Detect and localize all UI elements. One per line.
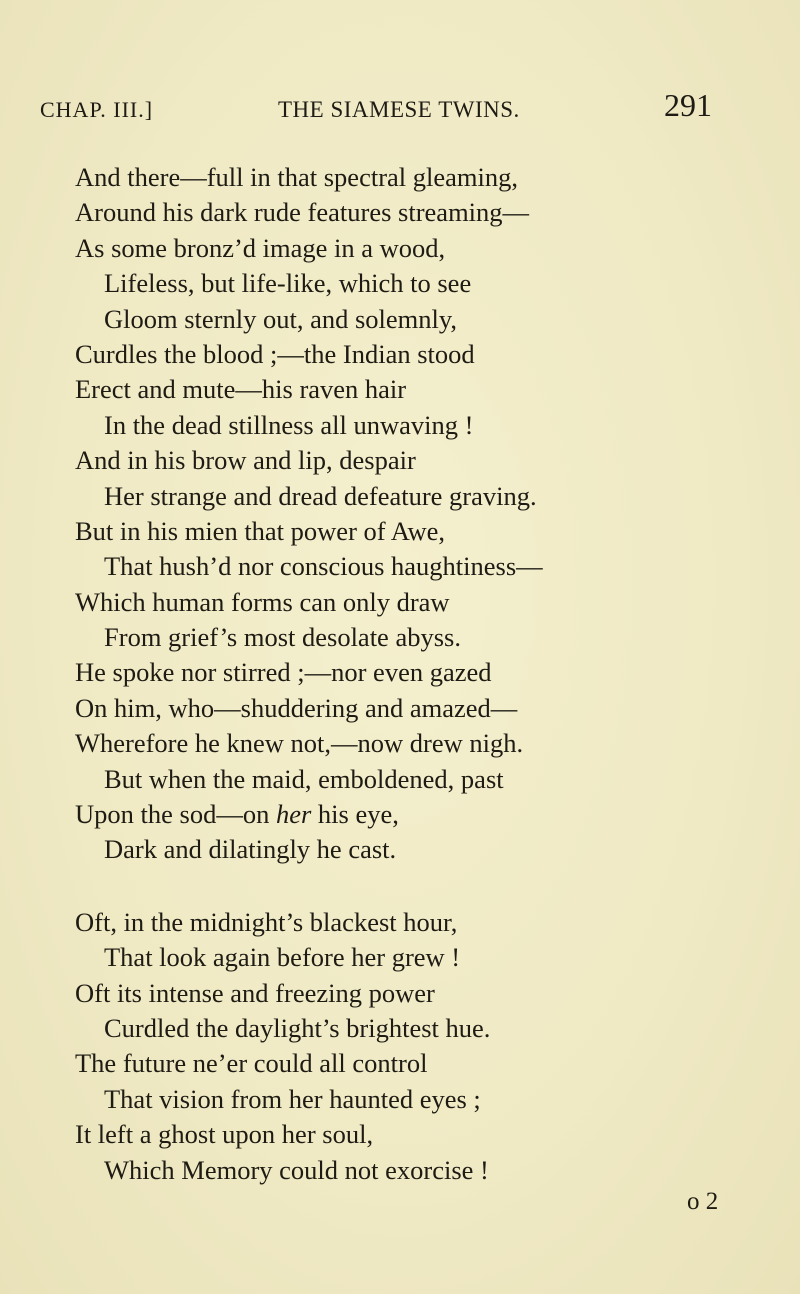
poem-line (75, 726, 765, 761)
poem-line-text: As some bronz’d image in a wood, (75, 232, 446, 263)
poem-line-text: From grief’s most desolate abyss. (104, 622, 461, 653)
poem-line (75, 585, 765, 620)
poem-line (75, 302, 765, 337)
poem-line-tail: his eye, (311, 799, 399, 830)
poem-line-text: Erect and mute—his raven hair (75, 374, 407, 405)
poem-line-text: Wherefore he knew not,—now drew nigh. (75, 728, 524, 759)
poem-line (75, 1011, 765, 1046)
poem-line (75, 1082, 765, 1117)
poem-body (75, 160, 765, 1188)
poem-line-text: Around his dark rude features streaming— (75, 197, 530, 228)
poem-line (75, 372, 765, 407)
poem-line-text: Dark and dilatingly he cast. (104, 834, 397, 865)
poem-line (75, 797, 765, 832)
poem-line (75, 1153, 765, 1188)
poem-line (75, 976, 765, 1011)
poem-line-text: And in his brow and lip, despair (75, 445, 416, 476)
poem-line-text: That look again before her grew ! (104, 942, 461, 973)
poem-line (75, 691, 765, 726)
poem-line (75, 940, 765, 975)
poem-line (75, 832, 765, 867)
poem-line (75, 905, 765, 940)
poem-line (75, 514, 765, 549)
poem-line (75, 408, 765, 443)
poem-line-text: But in his mien that power of Awe, (75, 515, 445, 546)
poem-line (75, 1046, 765, 1081)
poem-line-emphasis: her (275, 799, 312, 830)
poem-line-text: But when the maid, emboldened, past (104, 763, 504, 794)
poem-line-text: The future ne’er could all control (75, 1048, 428, 1079)
signature-mark: o 2 (687, 1188, 719, 1215)
poem-line-text: He spoke nor stirred ;—nor even gazed (75, 657, 492, 688)
book-title: THE SIAMESE TWINS. (278, 97, 520, 122)
running-header (40, 85, 712, 125)
poem-line-text: It left a ghost upon her soul, (75, 1119, 374, 1150)
poem-line-text: Which Memory could not exorcise ! (104, 1154, 489, 1185)
poem-line (75, 160, 765, 195)
poem-line-text: That vision from her haunted eyes ; (104, 1083, 481, 1114)
poem-line (75, 337, 765, 372)
poem-line (75, 762, 765, 797)
poem-line (75, 443, 765, 478)
poem-line-text: Curdles the blood ;—the Indian stood (75, 338, 475, 369)
poem-line-text: Lifeless, but life-like, which to see (104, 268, 472, 299)
poem-line-text: Curdled the daylight’s brightest hue. (104, 1012, 491, 1043)
stanza-1 (75, 160, 765, 868)
poem-line (75, 1117, 765, 1152)
poem-line-text: Gloom sternly out, and solemnly, (104, 303, 458, 334)
poem-line-text: Upon the sod—on (75, 799, 270, 830)
page-number: 291 (664, 87, 712, 123)
poem-line (75, 620, 765, 655)
poem-line (75, 195, 765, 230)
poem-line-text: Oft its intense and freezing power (75, 977, 435, 1008)
poem-line (75, 549, 765, 584)
poem-line (75, 266, 765, 301)
stanza-2 (75, 905, 765, 1188)
stanza-gap (75, 868, 765, 905)
poem-line (75, 479, 765, 514)
poem-line-text: Her strange and dread defeature graving. (104, 480, 537, 511)
poem-line-text: On him, who—shuddering and amazed— (75, 692, 518, 723)
poem-line-text: Which human forms can only draw (75, 586, 450, 617)
poem-line (75, 655, 765, 690)
poem-line-text: In the dead stillness all unwaving ! (104, 409, 474, 440)
poem-line-text: And there—full in that spectral gleaming, (75, 162, 519, 192)
poem-line-text: Oft, in the midnight’s blackest hour, (75, 906, 458, 937)
poem-line-text: That hush’d nor conscious haughtiness— (104, 551, 543, 582)
poem-line (75, 231, 765, 266)
chapter-label: CHAP. III.] (40, 97, 154, 122)
